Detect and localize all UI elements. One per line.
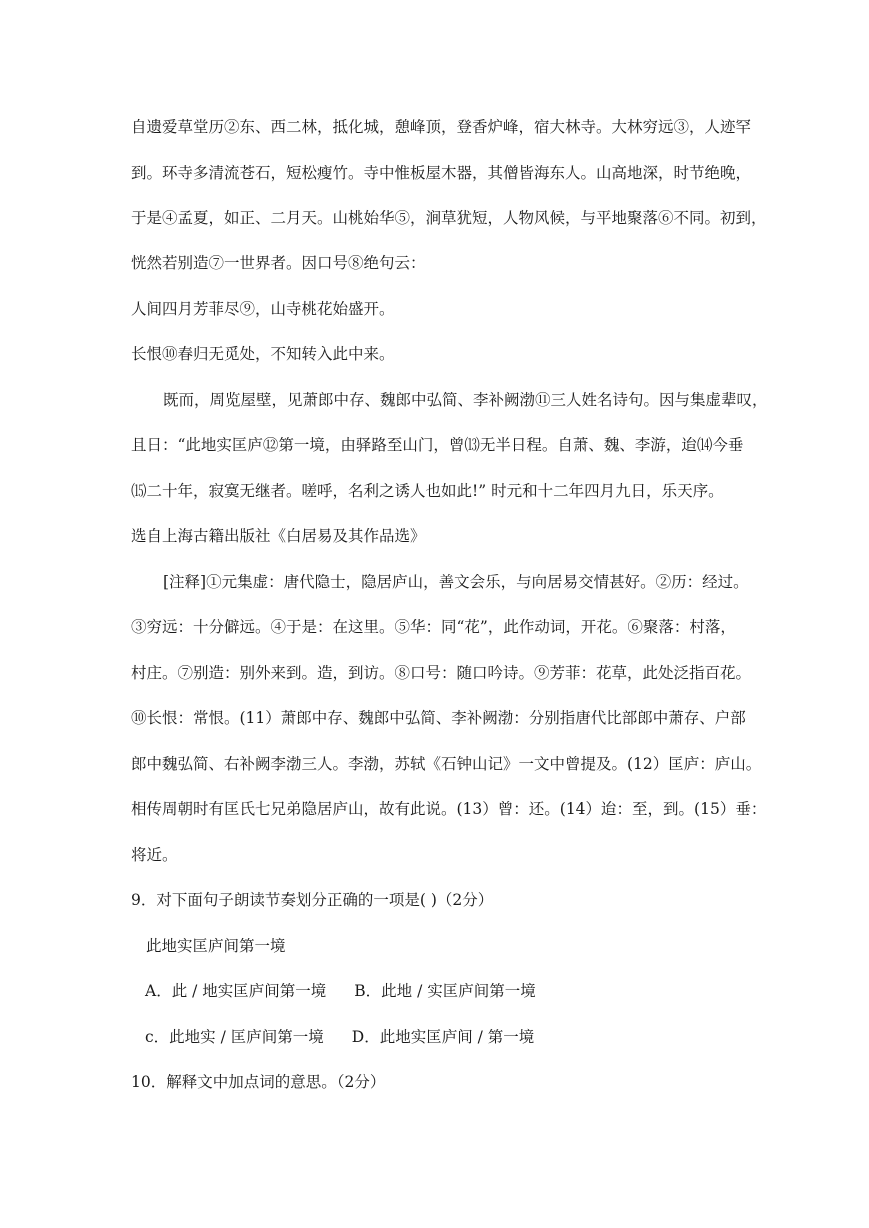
note-line: 郎中魏弘简、右补阙李渤三人。李渤，苏轼《石钟山记》一文中曾提及。(12）匡庐：庐山。 bbox=[131, 755, 762, 773]
passage-line: 于是④孟夏，如正、二月天。山桃始华⑤，涧草犹短，人物风候，与平地聚落⑥不同。初到， bbox=[131, 209, 767, 227]
note-line: 相传周朝时有匡氏七兄弟隐居庐山，故有此说。(13）曾：还。(14）迨：至，到。(15）垂： bbox=[131, 800, 767, 818]
note-line: ③穷远：十分僻远。④于是：在这里。⑤华：同“花”，此作动词，开花。⑥聚落：村落， bbox=[131, 618, 736, 636]
passage-line: 恍然若别造⑦一世界者。因口号⑧绝句云： bbox=[131, 254, 426, 272]
option-a[interactable]: A．此 / 地实匡庐间第一境 bbox=[145, 982, 327, 1000]
note-line: [注释]①元集虚：唐代隐士，隐居庐山，善文会乐，与向居易交情甚好。②历：经过。 bbox=[163, 573, 749, 591]
question-9-stem: 9．对下面句子朗读节奏划分正确的一项是( )（2分） bbox=[131, 891, 494, 909]
note-line: ⑩长恨：常恨。(11）萧郎中存、魏郎中弘简、李补阙渤：分别指唐代比部郎中萧存、户部 bbox=[131, 709, 746, 727]
question-10-stem: 10．解释文中加点词的意思。（2分） bbox=[131, 1073, 386, 1091]
question-9-sentence: 此地实匡庐间第一境 bbox=[146, 937, 286, 955]
option-c[interactable]: c．此地实 / 匡庐间第一境 bbox=[145, 1028, 324, 1046]
passage-line: 既而，周览屋壁，见萧郎中存、魏郎中弘简、李补阙渤⑪三人姓名诗句。因与集虚辈叹， bbox=[163, 391, 768, 409]
poem-line: 长恨⑩春归无觅处，不知转入此中来。 bbox=[131, 345, 395, 363]
passage-line: 到。环寺多清流苍石，短松瘦竹。寺中惟板屋木器，其僧皆海东人。山高地深，时节绝晚， bbox=[131, 164, 752, 182]
passage-line: ⒂二十年，寂寞无继者。嗟呼，名利之诱人也如此!” 时元和十二年四月九日，乐天序。 bbox=[131, 482, 724, 500]
question-9-options-ab bbox=[145, 981, 536, 1001]
note-line: 将近。 bbox=[131, 846, 178, 864]
option-d[interactable]: D．此地实匡庐间 / 第一境 bbox=[351, 1028, 535, 1046]
poem-line: 人间四月芳菲尽⑨，山寺桃花始盛开。 bbox=[131, 300, 395, 318]
passage-line: 自遗爱草堂历②东、西二林，抵化城，憩峰顶，登香炉峰，宿大林寺。大林穷远③，人迹罕 bbox=[131, 118, 752, 136]
passage-line: 且日：“此地实匡庐⑫第一境，由驿路至山门，曾⒀无半日程。自萧、魏、李游，迨⒁今垂 bbox=[131, 436, 744, 454]
note-line: 村庄。⑦别造：别外来到。造，到访。⑧口号：随口吟诗。⑨芳菲：花草，此处泛指百花。 bbox=[131, 664, 752, 682]
option-b[interactable]: B．此地 / 实匡庐间第一境 bbox=[354, 982, 536, 1000]
source-citation: 选自上海古籍出版社《白居易及其作品选》 bbox=[131, 527, 426, 545]
question-9-options-cd bbox=[145, 1027, 534, 1047]
